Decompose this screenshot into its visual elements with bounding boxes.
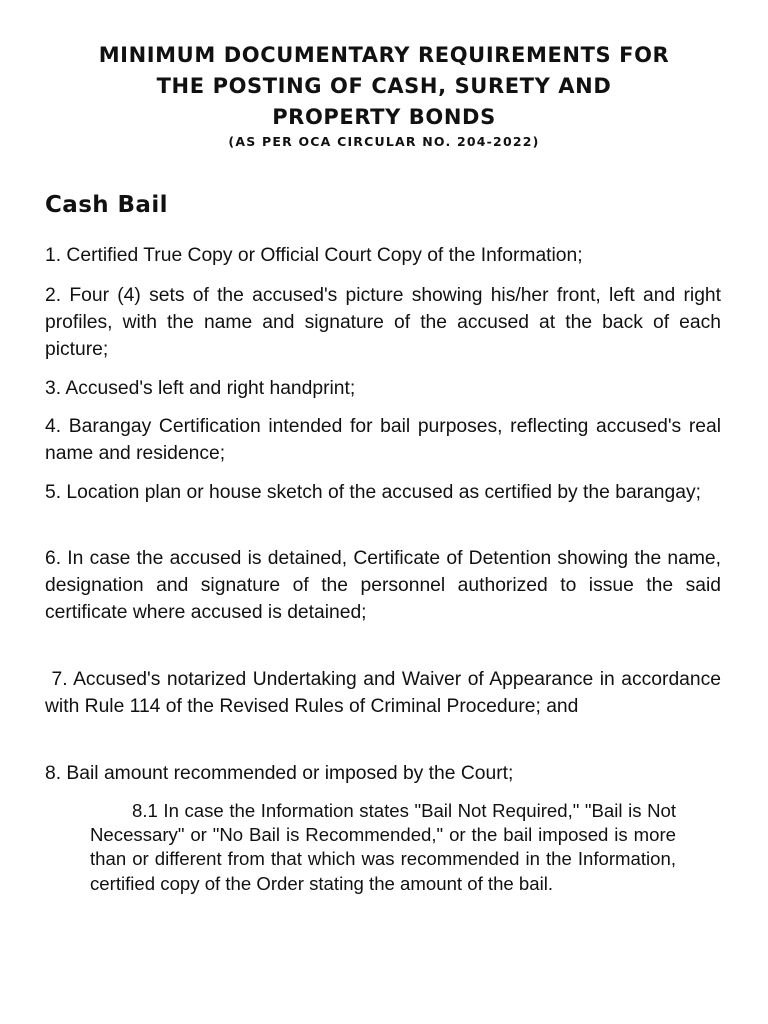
- requirement-item-7: 7. Accused's notarized Undertaking and Waiver of Appearance in accordance with Rule 114 of the Revised Rules of Criminal Procedure; and: [45, 669, 727, 717]
- requirement-item-8: 8. Bail amount recommended or imposed by the Court;: [45, 763, 514, 784]
- requirement-item-4: 4. Barangay Certification intended for bail purposes, reflecting accused's real name and residence;: [45, 416, 721, 464]
- title-line-3: PROPERTY BONDS: [272, 105, 496, 129]
- document-title: [40, 40, 728, 151]
- requirement-item-2: 2. Four (4) sets of the accused's picture showing his/her front, left and right profiles, with the name and signature of the accused at the back of each picture;: [45, 285, 721, 360]
- requirement-item-5: 5. Location plan or house sketch of the accused as certified by the barangay;: [45, 482, 701, 503]
- requirement-item-6: 6. In case the accused is detained, Certificate of Detention showing the name, designation and signature of the personnel authorized to issue the said certificate where accused is detained;: [45, 548, 721, 623]
- requirement-sub-item-8-1: 8.1 In case the Information states "Bail Not Required," "Bail is Not Necessary" or "No Bail is Recommended," or the bail imposed is more than or different from that which was recommended in the Information, certified copy of the Order stating the amount of the bail.: [90, 800, 676, 894]
- requirement-item-1: 1. Certified True Copy or Official Court Copy of the Information;: [45, 245, 583, 266]
- title-line-1: MINIMUM DOCUMENTARY REQUIREMENTS FOR: [98, 43, 670, 67]
- title-line-2: THE POSTING OF CASH, SURETY AND: [156, 74, 612, 98]
- document-subtitle: (AS PER OCA CIRCULAR NO. 204-2022): [228, 134, 540, 149]
- requirement-item-3: 3. Accused's left and right handprint;: [45, 378, 356, 399]
- section-heading: Cash Bail: [45, 192, 168, 218]
